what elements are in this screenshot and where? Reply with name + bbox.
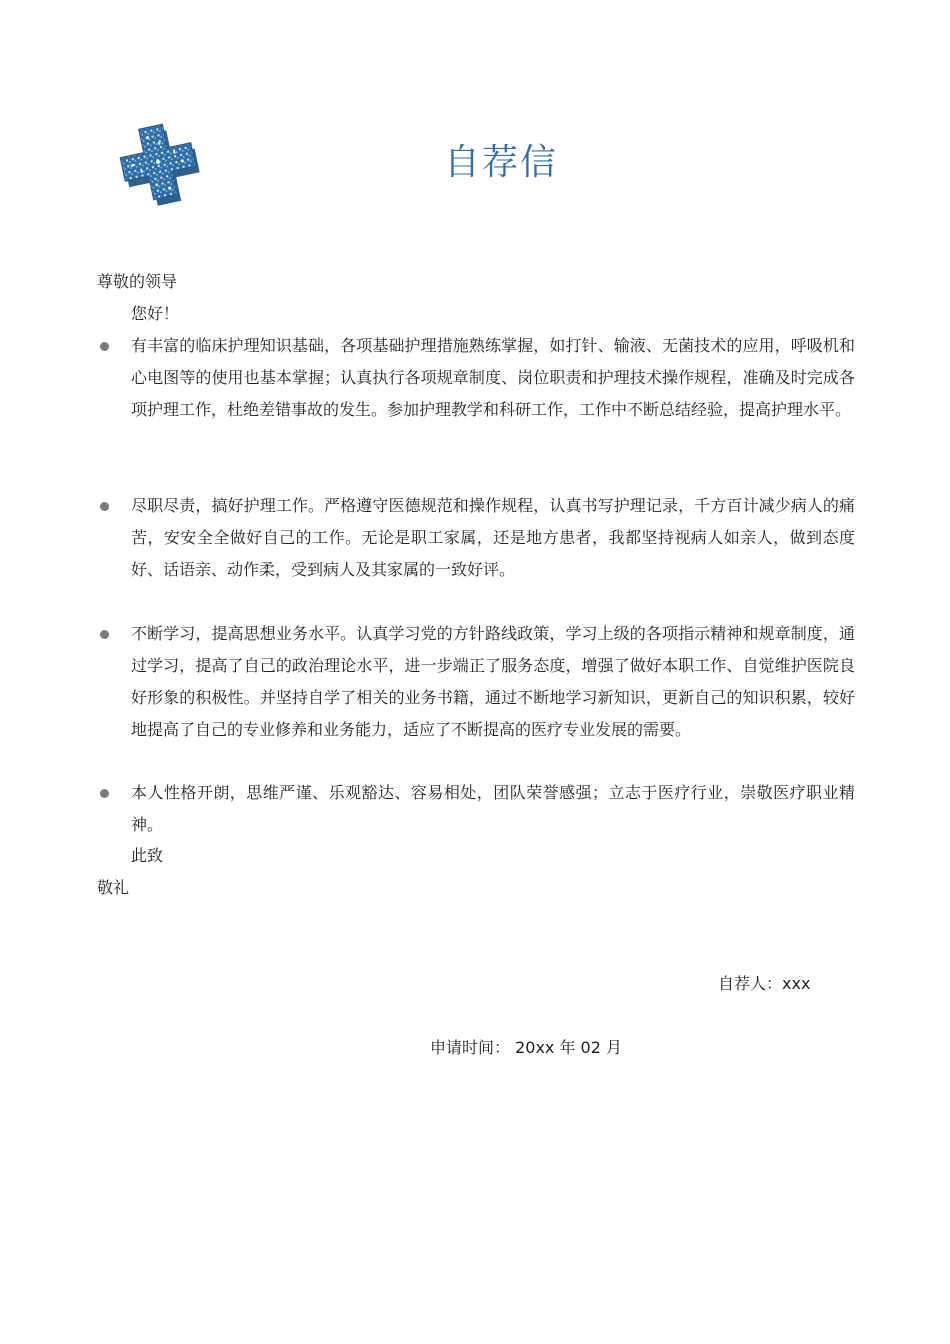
bullet-icon xyxy=(100,502,109,511)
closing-line-2: 敬礼 xyxy=(97,878,130,897)
bullet-text: 尽职尽责，搞好护理工作。严格遵守医德规范和操作规程，认真书写护理记录，千方百计减少病人的痛苦，安安全全做好自己的工作。无论是职工家属，还是地方患者，我都坚持视病人如亲人，做到态度好、话语亲、动作柔，受到病人及其家属的一致好评。 xyxy=(131,496,855,579)
application-date: 申请时间： 20xx 年 02 月 xyxy=(430,1038,623,1057)
bullet-text: 不断学习，提高思想业务水平。认真学习党的方针路线政策，学习上级的各项指示精神和规章制度，通过学习，提高了自己的政治理论水平，进一步端正了服务态度，增强了做好本职工作、自觉维护医院良好形象的积极性。并坚持自学了相关的业务书籍，通过不断地学习新知识，更新自己的知识积累，较好地提高了自己的专业修养和业务能力，适应了不断提高的医疗专业发展的需要。 xyxy=(131,624,855,739)
bullet-icon xyxy=(100,342,109,351)
signer: 自荐人：xxx xyxy=(718,974,811,993)
bullet-text: 本人性格开朗，思维严谨、乐观豁达、容易相处，团队荣誉感强；立志于医疗行业，崇敬医疗职业精神。 xyxy=(131,783,855,834)
list-item xyxy=(97,330,857,426)
page-title: 自荐信 xyxy=(443,142,558,183)
closing-line-1: 此致 xyxy=(131,846,164,865)
bullet-icon xyxy=(100,630,109,639)
list-item xyxy=(97,490,857,586)
bullet-icon xyxy=(100,789,109,798)
list-item xyxy=(97,618,857,746)
list-item xyxy=(97,777,857,841)
salutation: 尊敬的领导 xyxy=(97,272,178,291)
greeting: 您好！ xyxy=(131,304,180,323)
bullet-text: 有丰富的临床护理知识基础，各项基础护理措施熟练掌握，如打针、输液、无菌技术的应用，呼吸机和心电图等的使用也基本掌握；认真执行各项规章制度、岗位职责和护理技术操作规程，准确及时完成各项护理工作，杜绝差错事故的发生。参加护理教学和科研工作，工作中不断总结经验，提高护理水平。 xyxy=(131,336,855,419)
